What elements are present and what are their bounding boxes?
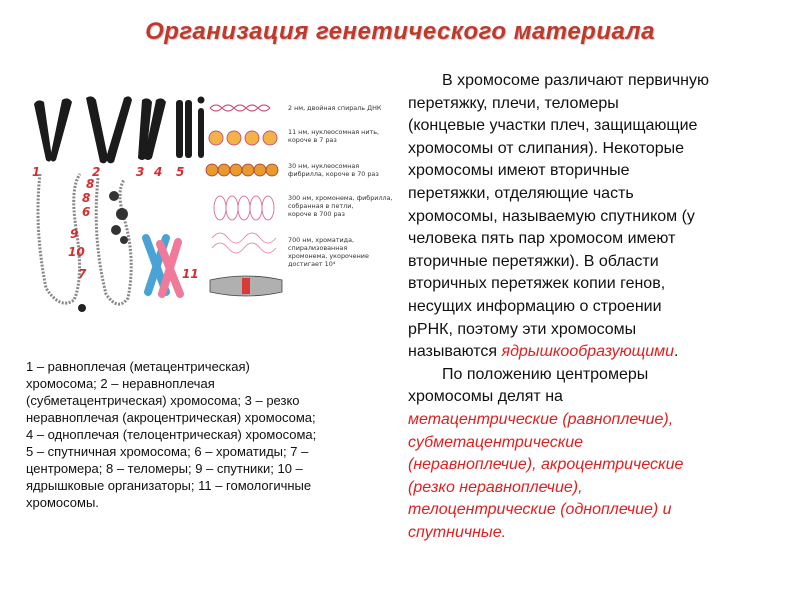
chromosome-type-3	[138, 98, 166, 160]
label-10: 10	[68, 245, 85, 259]
chromosome-type-2	[86, 96, 132, 163]
p1-line-2: (концевые участки плеч, защищающие	[408, 117, 698, 135]
p2-line-2: хромосомы делят на	[408, 388, 563, 406]
page-title: Организация генетического материала	[145, 18, 655, 45]
legend-line-5: 5 – спутничная хромосома; 6 – хроматиды; 7 –	[26, 444, 309, 459]
caption-nucleosome-fibril: 30 нм, нуклеосомная фибрилла, короче в 70 раз	[288, 162, 379, 178]
label-8b: 8	[82, 191, 91, 205]
label-5: 5	[176, 165, 185, 179]
chromosome-figure	[20, 88, 393, 328]
p1-line-10: несущих информацию о строении	[408, 297, 662, 315]
p2-red-5: спутничные.	[408, 523, 507, 541]
legend-line-6: центромера; 8 – теломеры; 9 – спутники; 10 –	[26, 461, 303, 476]
dna-helix	[210, 105, 270, 111]
label-7: 7	[78, 267, 87, 281]
legend-line-0: 1 – равноплечая (метацентрическая)	[26, 359, 250, 374]
label-6: 6	[82, 205, 91, 219]
label-4: 4	[154, 165, 163, 179]
p2-red-0: метацентрические (равноплечие),	[408, 410, 674, 428]
paragraph-2	[408, 364, 786, 545]
p2-red-1: субметацентрические	[408, 433, 584, 451]
p1-line-6: хромосомы, называемую спутником (у	[408, 207, 695, 225]
satellite-detail	[109, 191, 128, 244]
legend-line-2: (субметацентрическая) хромосома; 3 – резко	[26, 393, 300, 408]
p1-line-7: человека пять пар хромосом имеют	[408, 230, 676, 248]
caption-chromonema: 300 нм, хромонема, фибрилла, собранная в петли, короче в 700 раз	[288, 194, 393, 218]
mitotic-chromosome	[210, 276, 282, 296]
caption-nucleosome-thread: 11 нм, нуклеосомная нить, короче в 7 раз	[288, 128, 380, 144]
p1-line-9: вторичных перетяжек копии генов,	[408, 275, 666, 293]
legend-line-1: хромосома; 2 – неравноплечая	[26, 376, 215, 391]
legend-line-3: неравноплечая (акроцентрическая) хромосома;	[26, 410, 316, 425]
nucleosome-fiber	[209, 131, 277, 145]
label-9: 9	[70, 227, 79, 241]
chromonema-loops	[214, 196, 274, 220]
p1-line-3: хромосомы от слипания). Некоторые	[408, 139, 685, 157]
label-11: 11	[182, 267, 199, 281]
label-8a: 8	[86, 177, 95, 191]
p2-red-2: (неравноплечие), акроцентрические	[408, 456, 684, 474]
p1-line-1: перетяжку, плечи, теломеры	[408, 94, 619, 112]
label-1: 1	[32, 165, 41, 179]
caption-dna: 2 нм, двойная спираль ДНК	[288, 104, 382, 112]
p1-line-8: вторичные перетяжки). В области	[408, 252, 659, 270]
p1-line-0: В хромосоме различают первичную	[442, 72, 710, 89]
p1-line-11: рРНК, поэтому эти хромосомы	[408, 320, 637, 338]
p2-red-4: телоцентрические (одноплечие) и	[408, 501, 672, 519]
p1-line-5: перетяжки, отделяющие часть	[408, 184, 634, 202]
p1-last-prefix: называются	[408, 343, 502, 361]
spiral-chromatid	[212, 233, 276, 253]
p2-line-1: По положению центромеры	[442, 365, 649, 383]
legend-line-8: хромосомы.	[26, 495, 99, 510]
p1-line-12	[408, 341, 786, 364]
legend-line-4: 4 – одноплечая (телоцентрическая) хромосома;	[26, 427, 317, 442]
p2-red-3: (резко неравноплечие),	[408, 478, 583, 496]
label-2: 2	[92, 165, 101, 179]
caption-chromatid: 700 нм, хроматида, спирализованная хромонема, укорочение достигает 10⁴	[288, 236, 369, 268]
label-3: 3	[136, 165, 145, 179]
legend-line-7: ядрышковые организаторы; 11 – гомологичные	[26, 478, 312, 493]
figure-legend	[26, 358, 378, 511]
chromosome-type-5	[198, 97, 205, 159]
main-text	[408, 70, 786, 544]
highlight-term: ядрышкообразующими	[501, 343, 674, 361]
chromosome-type-1	[34, 98, 72, 161]
p1-last-suffix: .	[673, 343, 679, 361]
chromosome-type-4	[176, 100, 192, 158]
homologous-chromosomes	[146, 238, 180, 294]
paragraph-1	[408, 70, 786, 364]
p1-line-4: хромосомы имеют вторичные	[408, 162, 630, 180]
nucleosome-fibril	[206, 164, 278, 176]
